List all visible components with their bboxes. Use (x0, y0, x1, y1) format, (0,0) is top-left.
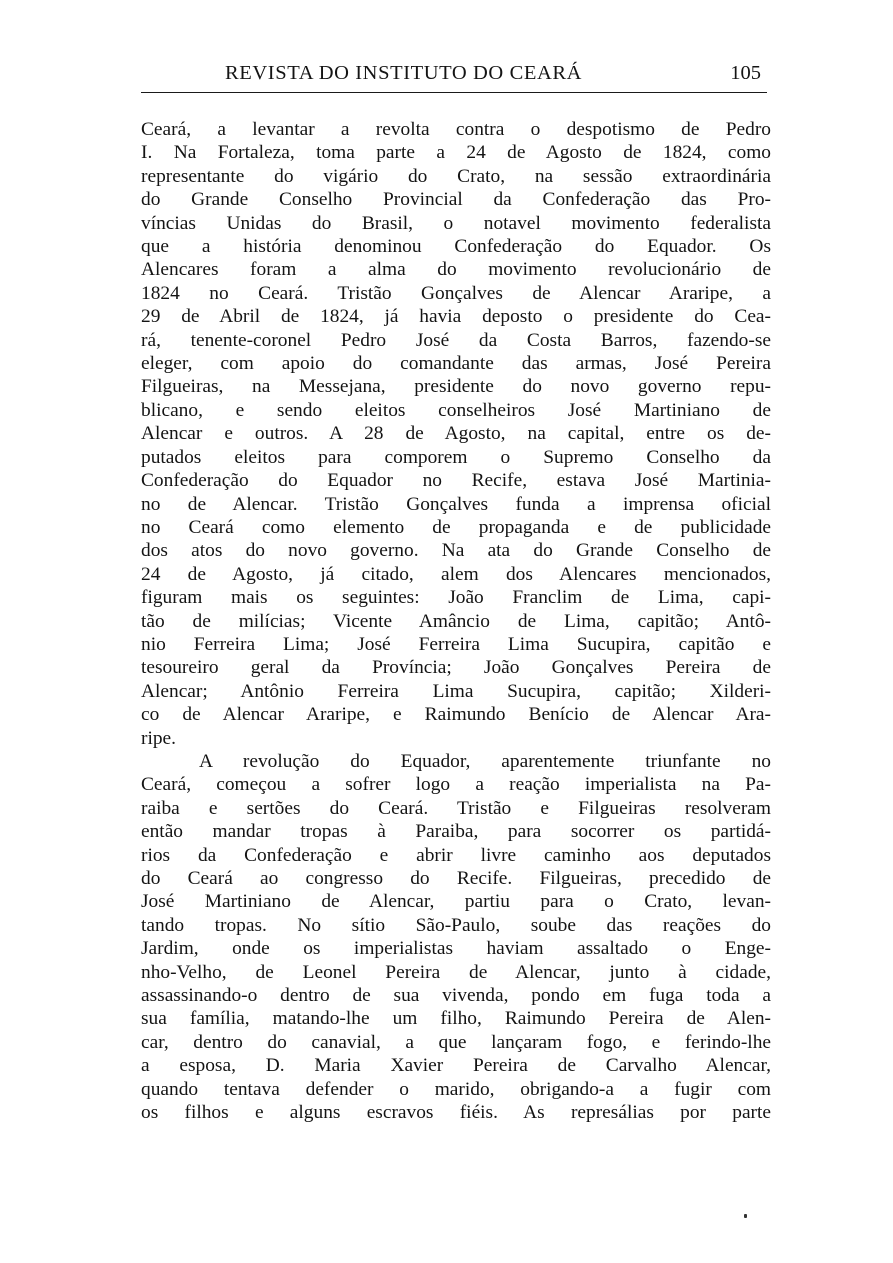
page-number: 105 (730, 62, 761, 84)
text-line: sua família, matando-lhe um filho, Raimundo Pereira de Alen- (141, 1008, 771, 1030)
text-line: 1824 no Ceará. Tristão Gonçalves de Alencar Araripe, a (141, 282, 771, 304)
text-line: tesoureiro geral da Província; João Gonçalves Pereira de (141, 657, 771, 679)
text-line: tando tropas. No sítio São-Paulo, soube das reações do (141, 914, 771, 936)
text-line: eleger, com apoio do comandante das armas, José Pereira (141, 353, 771, 375)
text-line: raiba e sertões do Ceará. Tristão e Filgueiras resolveram (141, 797, 771, 819)
text-line: do Ceará ao congresso do Recife. Filgueiras, precedido de (141, 868, 771, 889)
text-line: rá, tenente-coronel Pedro José da Costa Barros, fazendo-se (141, 329, 771, 351)
text-line: putados eleitos para comporem o Supremo Conselho da (141, 446, 771, 468)
text-line: rios da Confederação e abrir livre caminho aos deputados (141, 844, 771, 866)
text-line: no de Alencar. Tristão Gonçalves funda a imprensa oficial (141, 493, 771, 515)
text-line: Jardim, onde os imperialistas haviam assaltado o Enge- (141, 938, 771, 960)
text-line: nio Ferreira Lima; José Ferreira Lima Sucupira, capitão e (141, 633, 771, 655)
text-line: a esposa, D. Maria Xavier Pereira de Carvalho Alencar, (141, 1055, 771, 1077)
text-line: 29 de Abril de 1824, já havia deposto o presidente do Cea- (141, 306, 771, 328)
paragraph-end-line: ripe. (141, 727, 176, 749)
page-header (141, 62, 767, 88)
text-line: os filhos e alguns escravos fiéis. As represálias por parte (141, 1102, 771, 1124)
text-line: que a história denominou Confederação do Equador. Os (141, 236, 771, 258)
text-line: Filgueiras, na Messejana, presidente do novo governo repu- (141, 376, 771, 398)
text-line: no Ceará como elemento de propaganda e de publicidade (141, 516, 771, 538)
text-line: Alencar e outros. A 28 de Agosto, na capital, entre os de- (141, 423, 771, 445)
text-line: tão de milícias; Vicente Amâncio de Lima, capitão; Antô- (141, 610, 771, 632)
text-line: 24 de Agosto, já citado, alem dos Alencares mencionados, (141, 563, 771, 585)
text-line: car, dentro do canavial, a que lançaram fogo, e ferindo-lhe (141, 1031, 771, 1053)
text-line: então mandar tropas à Paraiba, para socorrer os partidá- (141, 821, 771, 843)
text-line: José Martiniano de Alencar, partiu para o Crato, levan- (141, 891, 771, 913)
text-line: Alencar; Antônio Ferreira Lima Sucupira, capitão; Xilderi- (141, 680, 771, 702)
text-line: nho-Velho, de Leonel Pereira de Alencar, junto à cidade, (141, 961, 771, 983)
text-line: blicano, e sendo eleitos conselheiros José Martiniano de (141, 399, 771, 421)
text-line: assassinando-o dentro de sua vivenda, pondo em fuga toda a (141, 985, 771, 1007)
text-line: quando tentava defender o marido, obrigando-a a fugir com (141, 1078, 771, 1100)
text-line: I. Na Fortaleza, toma parte a 24 de Agosto de 1824, como (141, 142, 771, 164)
header-rule (141, 92, 767, 93)
text-line: co de Alencar Araripe, e Raimundo Benício de Alencar Ara- (141, 704, 771, 726)
text-line: Ceará, a levantar a revolta contra o despotismo de Pedro (141, 119, 771, 140)
text-line: do Grande Conselho Provincial da Confederação das Pro- (141, 189, 771, 211)
text-line: Ceará, começou a sofrer logo a reação imperialista na Pa- (141, 774, 771, 796)
text-line: víncias Unidas do Brasil, o notavel movimento federalista (141, 212, 771, 234)
body-text (141, 118, 771, 1124)
text-line: representante do vigário do Crato, na sessão extraordinária (141, 165, 771, 187)
text-line: Alencares foram a alma do movimento revolucionário de (141, 259, 771, 281)
text-line: figuram mais os seguintes: João Franclim de Lima, capi- (141, 587, 771, 609)
text-line: dos atos do novo governo. Na ata do Grande Conselho de (141, 540, 771, 562)
ink-speck (744, 1214, 747, 1218)
text-line: Confederação do Equador no Recife, estava José Martinia- (141, 470, 771, 492)
paragraph-start-line: A revolução do Equador, aparentemente triunfante no (199, 750, 771, 772)
running-head: REVISTA DO INSTITUTO DO CEARÁ (225, 62, 583, 84)
